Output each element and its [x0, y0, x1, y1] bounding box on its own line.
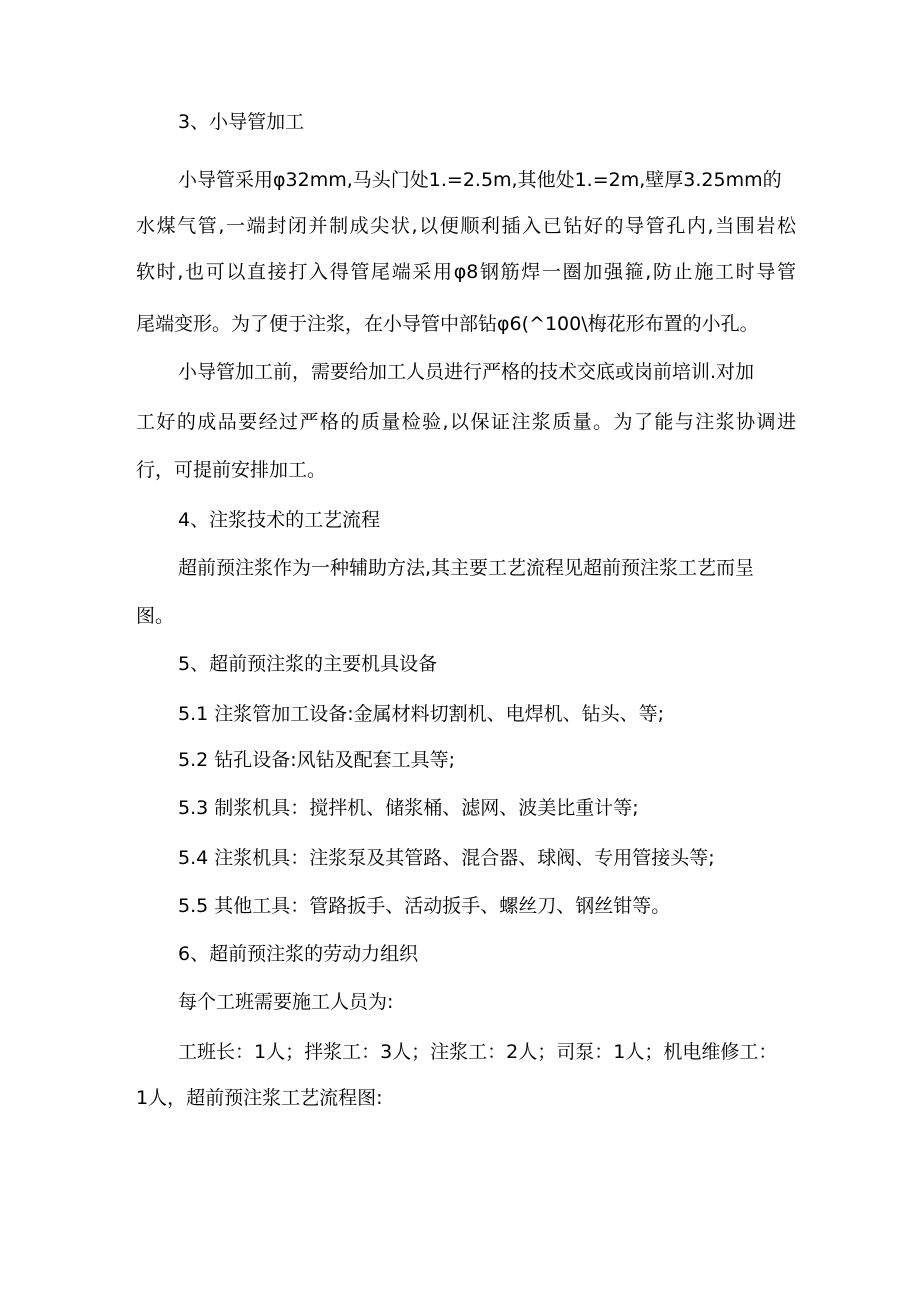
list-item: 5.4 注浆机具：注浆泵及其管路、混合器、球阀、专用管接头等; [178, 847, 715, 869]
paragraph-line: 图。 [136, 605, 175, 627]
paragraph-line: 尾端变形。为了便于注浆，在小导管中部钻φ6(^100\梅花形布置的小孔。 [136, 313, 759, 335]
paragraph-line: 水煤气管,一端封闭并制成尖状,以便顺利插入已钻好的导管孔内,当围岩松 [136, 215, 796, 237]
heading-grouting-process: 4、注浆技术的工艺流程 [178, 509, 381, 531]
paragraph-line: 小导管加工前，需要给加工人员进行严格的技术交底或岗前培训.对加 [178, 361, 755, 383]
paragraph-line: 工班长：1人；拌浆工：3人；注浆工：2人；司泵：1人；机电维修工： [178, 1041, 778, 1063]
paragraph-line: 小导管采用φ32mm,马头门处1.=2.5m,其他处1.=2m,壁厚3.25mm的 [178, 169, 782, 191]
list-item: 5.5 其他工具：管路扳手、活动扳手、螺丝刀、钢丝钳等。 [178, 895, 671, 917]
paragraph-line: 每个工班需要施工人员为: [178, 991, 394, 1013]
paragraph-line: 软时,也可以直接打入得管尾端采用φ8钢筋焊一圈加强箍,防止施工时导管 [136, 261, 796, 283]
list-item: 5.3 制浆机具：搅拌机、储浆桶、滤网、波美比重计等; [178, 797, 639, 819]
list-item: 5.1 注浆管加工设备:金属材料切割机、电焊机、钻头、等; [178, 703, 665, 725]
list-item: 5.2 钻孔设备:风钻及配套工具等; [178, 749, 456, 771]
heading-small-pipe-processing: 3、小导管加工 [178, 111, 305, 133]
paragraph-line: 1人，超前预注浆工艺流程图: [136, 1087, 383, 1109]
paragraph-line: 超前预注浆作为一种辅助方法,其主要工艺流程见超前预注浆工艺而呈 [178, 557, 755, 579]
heading-labor-organization: 6、超前预注浆的劳动力组织 [178, 943, 419, 965]
heading-equipment: 5、超前预注浆的主要机具设备 [178, 653, 438, 675]
paragraph-line: 工好的成品要经过严格的质量检验,以保证注浆质量。为了能与注浆协调进 [136, 411, 796, 433]
paragraph-line: 行，可提前安排加工。 [136, 459, 327, 481]
